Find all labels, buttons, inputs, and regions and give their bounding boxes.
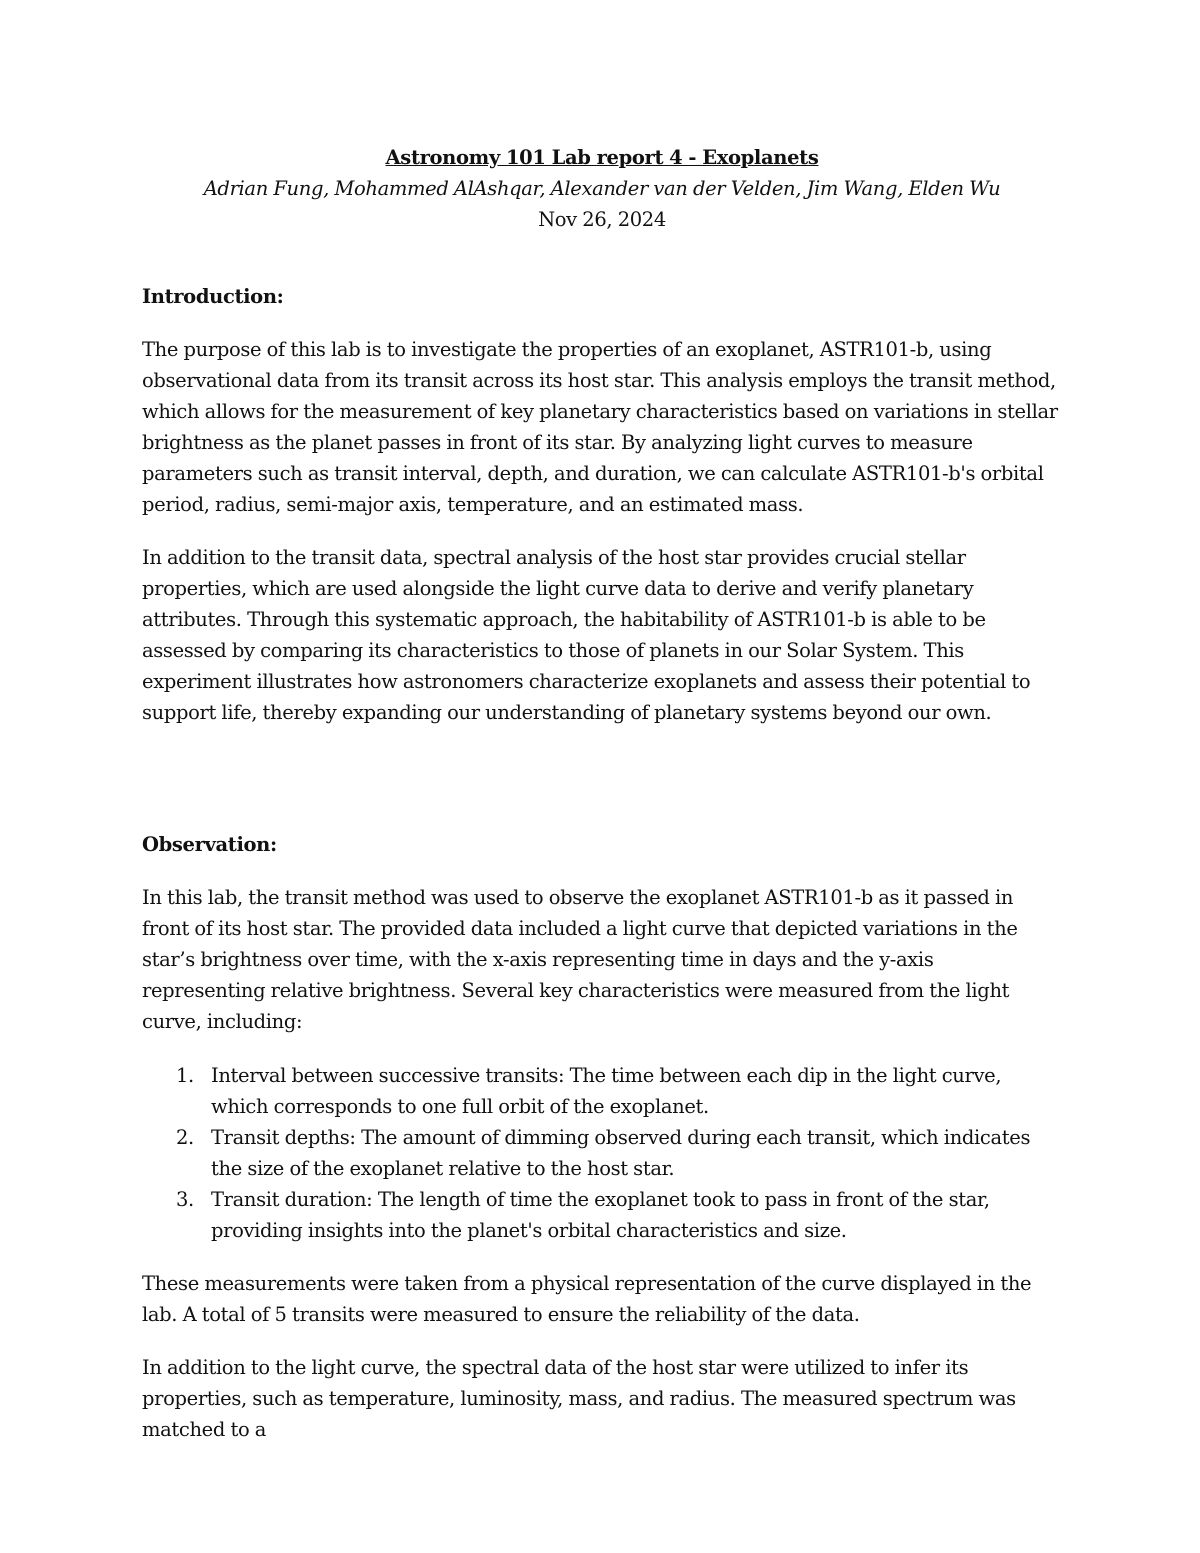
observation-heading: Observation: bbox=[142, 833, 277, 856]
list-item-number: 2. bbox=[176, 1126, 194, 1149]
document-date: Nov 26, 2024 bbox=[538, 208, 666, 231]
list-item bbox=[142, 1060, 1062, 1122]
author-list: Adrian Fung, Mohammed AlAshqar, Alexander van der Velden, Jim Wang, Elden Wu bbox=[203, 177, 1001, 200]
observation-paragraph: In this lab, the transit method was used to observe the exoplanet ASTR101-b as it passed in front of its host star. The provided data included a light curve that depicted variations in the star’s brightness over time, with the x-axis representing time in days and the y-axis representing relative brightness. Several key characteristics were measured from the light curve, including: bbox=[142, 886, 1018, 1033]
list-item-text: Transit duration: The length of time the exoplanet took to pass in front of the star, providing insights into the planet's orbital characteristics and size. bbox=[211, 1188, 990, 1242]
introduction-paragraph: The purpose of this lab is to investigate the properties of an exoplanet, ASTR101-b, using observational data from its transit across its host star. This analysis employs the transit method, which allows for the measurement of key planetary characteristics based on variations in stellar brightness as the planet passes in front of its star. By analyzing light curves to measure parameters such as transit interval, depth, and duration, we can calculate ASTR101-b's orbital period, radius, semi-major axis, temperature, and an estimated mass. bbox=[142, 338, 1058, 516]
introduction-paragraph: In addition to the transit data, spectral analysis of the host star provides crucial stellar properties, which are used alongside the light curve data to derive and verify planetary attributes. Through this systematic approach, the habitability of ASTR101-b is able to be assessed by comparing its characteristics to those of planets in our Solar System. This experiment illustrates how astronomers characterize exoplanets and assess their potential to support life, thereby expanding our understanding of planetary systems beyond our own. bbox=[142, 546, 1031, 724]
document-title: Astronomy 101 Lab report 4 - Exoplanets bbox=[385, 146, 819, 169]
observation-paragraph: In addition to the light curve, the spectral data of the host star were utilized to infer its properties, such as temperature, luminosity, mass, and radius. The measured spectrum was matched to a bbox=[142, 1356, 1016, 1441]
measurement-list bbox=[142, 1060, 1062, 1246]
list-item bbox=[142, 1184, 1062, 1246]
observation-paragraph: These measurements were taken from a physical representation of the curve displayed in the lab. A total of 5 transits were measured to ensure the reliability of the data. bbox=[142, 1272, 1032, 1326]
list-item-number: 3. bbox=[176, 1188, 194, 1211]
introduction-heading: Introduction: bbox=[142, 285, 284, 308]
list-item-number: 1. bbox=[176, 1064, 194, 1087]
list-item bbox=[142, 1122, 1062, 1184]
list-item-text: Interval between successive transits: The time between each dip in the light curve, which corresponds to one full orbit of the exoplanet. bbox=[211, 1064, 1002, 1118]
document-body bbox=[142, 142, 1062, 1445]
list-item-text: Transit depths: The amount of dimming observed during each transit, which indicates the size of the exoplanet relative to the host star. bbox=[211, 1126, 1031, 1180]
title-block bbox=[142, 142, 1062, 235]
